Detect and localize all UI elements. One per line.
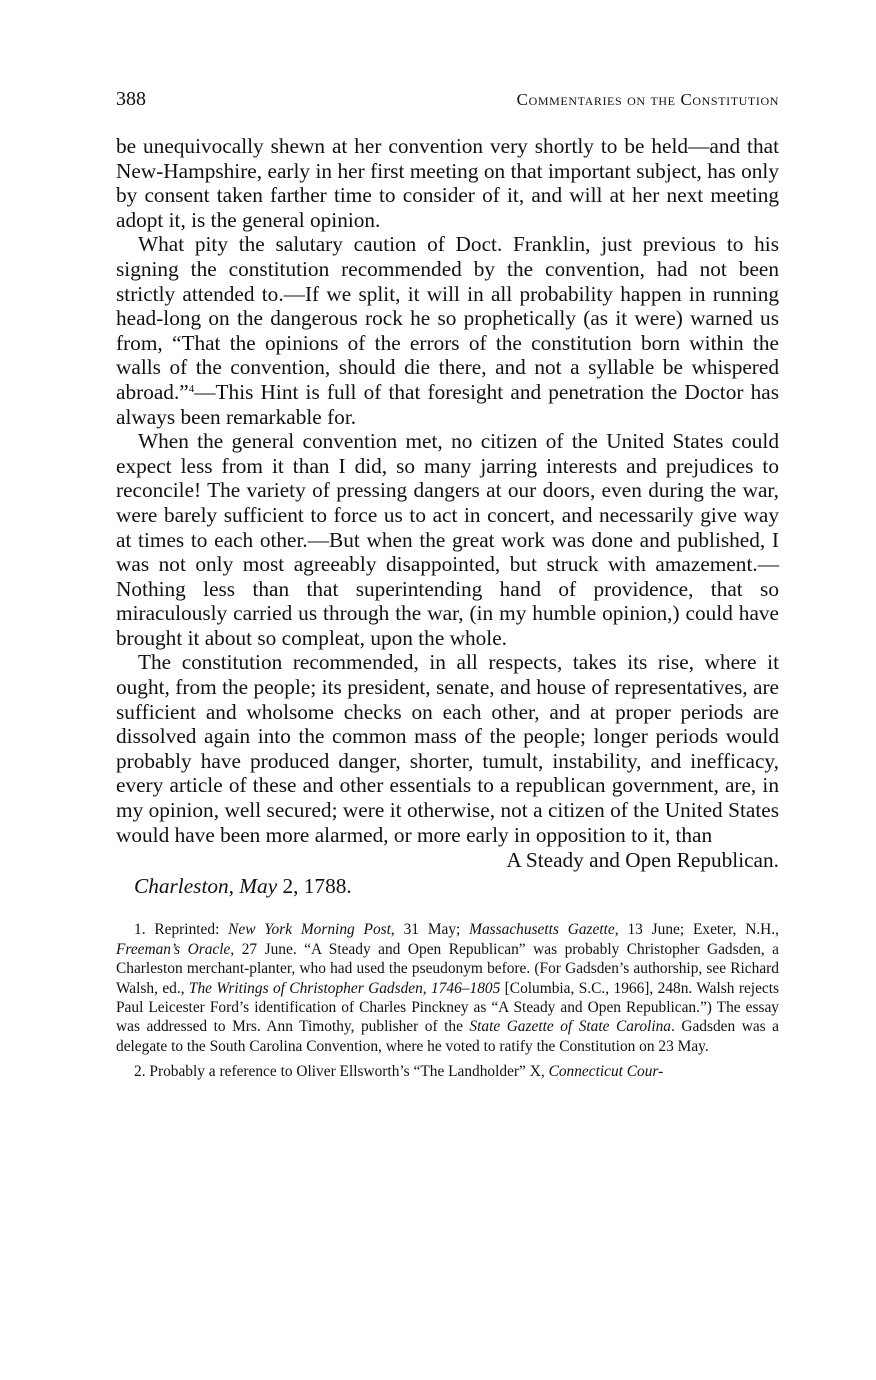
paragraph-1: be unequivocally shewn at her convention very shortly to be held—and that New-Hampshire, early in her first meeting on that important subject, has only by consent taken farther time to consider of it, and will at her next meeting adopt it, is the general opinion.: [116, 134, 779, 232]
footnote-1-text: , 13 June; Exeter, N.H.,: [614, 921, 779, 939]
page-header: [116, 88, 779, 122]
footnote-1-text: . Gadsden was a delegate to the South Carolina Convention, where he voted to ratify the Constitution on 23 May.: [116, 1018, 779, 1055]
footnote-2-title: Connecticut Cour-: [548, 1063, 664, 1081]
paragraph-2-tail: —This Hint is full of that foresight and penetration the Doctor has always been remarkable for.: [116, 379, 779, 429]
footnote-ref-4: 4: [188, 382, 195, 395]
footnote-2: [116, 1062, 779, 1081]
footnote-1-title: State Gazette of State Carolina: [469, 1018, 671, 1036]
dateline-place: Charleston, May: [134, 873, 278, 898]
footnote-1-text: , 27 June. “A Steady and Open Republican” was probably Christopher Gadsden, a Charleston merchant-planter, who had used the pseudonym before. (For Gadsden’s authorship, see Richard Walsh, ed.,: [116, 940, 779, 997]
dateline-date: 2, 1788.: [282, 873, 352, 898]
footnote-1: [116, 920, 779, 1056]
signature: A Steady and Open Republican.: [506, 848, 779, 873]
footnote-1-text: , 31 May;: [390, 921, 470, 939]
page-number: 388: [116, 88, 146, 110]
footnote-1-title: Massachusetts Gazette: [469, 921, 615, 939]
footnote-1-title: The Writings of Christopher Gadsden, 1746–1805: [188, 979, 501, 997]
footnote-1-text: 1. Reprinted:: [134, 921, 229, 939]
footnote-1-title: New York Morning Post: [228, 921, 391, 939]
footnote-1-text: [Columbia, S.C., 1966], 248n. Walsh rejects Paul Leicester Ford’s identification of Charles Pinckney as “A Steady and Open Republican.”) The essay was addressed to Mrs. Ann Timothy, publisher of the: [116, 979, 779, 1036]
body-text: [116, 134, 779, 847]
dateline: [134, 874, 779, 899]
paragraph-3: When the general convention met, no citizen of the United States could expect less from it than I did, so many jarring interests and prejudices to reconcile! The variety of pressing dangers at our doors, even during the war, were barely sufficient to force us to act in concert, and necessarily give way at times to each other.—But when the great work was done and published, I was not only most agreeably disappointed, but struck with amazement.—Nothing less than that superintending hand of providence, that so miraculously carried us through the war, (in my humble opinion,) could have brought it about so compleat, upon the whole.: [116, 429, 779, 650]
footnote-2-text: 2. Probably a reference to Oliver Ellsworth’s “The Landholder” X,: [134, 1063, 549, 1081]
page: [116, 88, 779, 1088]
paragraph-2: [116, 232, 779, 429]
running-head: Commentaries on the Constitution: [516, 90, 779, 109]
footnotes: [116, 920, 779, 1081]
paragraph-4: The constitution recommended, in all respects, takes its rise, where it ought, from the people; its president, senate, and house of representatives, are sufficient and wholsome checks on each other, and at proper periods are dissolved again into the common mass of the people; longer periods would probably have produced danger, shorter, tumult, instability, and inefficacy, every article of these and other essentials to a republican government, are, in my opinion, well secured; were it otherwise, not a citizen of the United States would have been more alarmed, or more early in opposition to it, than: [116, 650, 779, 847]
footnote-1-title: Freeman’s Oracle: [116, 940, 231, 958]
paragraph-2-text: What pity the salutary caution of Doct. Franklin, just previous to his signing the constitution recommended by the convention, had not been strictly attended to.—If we split, it will in all probability happen in running head-long on the dangerous rock he so prophetically (as it were) warned us from, “That the opinions of the errors of the constitution born within the walls of the convention, should die there, and not a syllable be whispered abroad.”: [116, 232, 779, 404]
